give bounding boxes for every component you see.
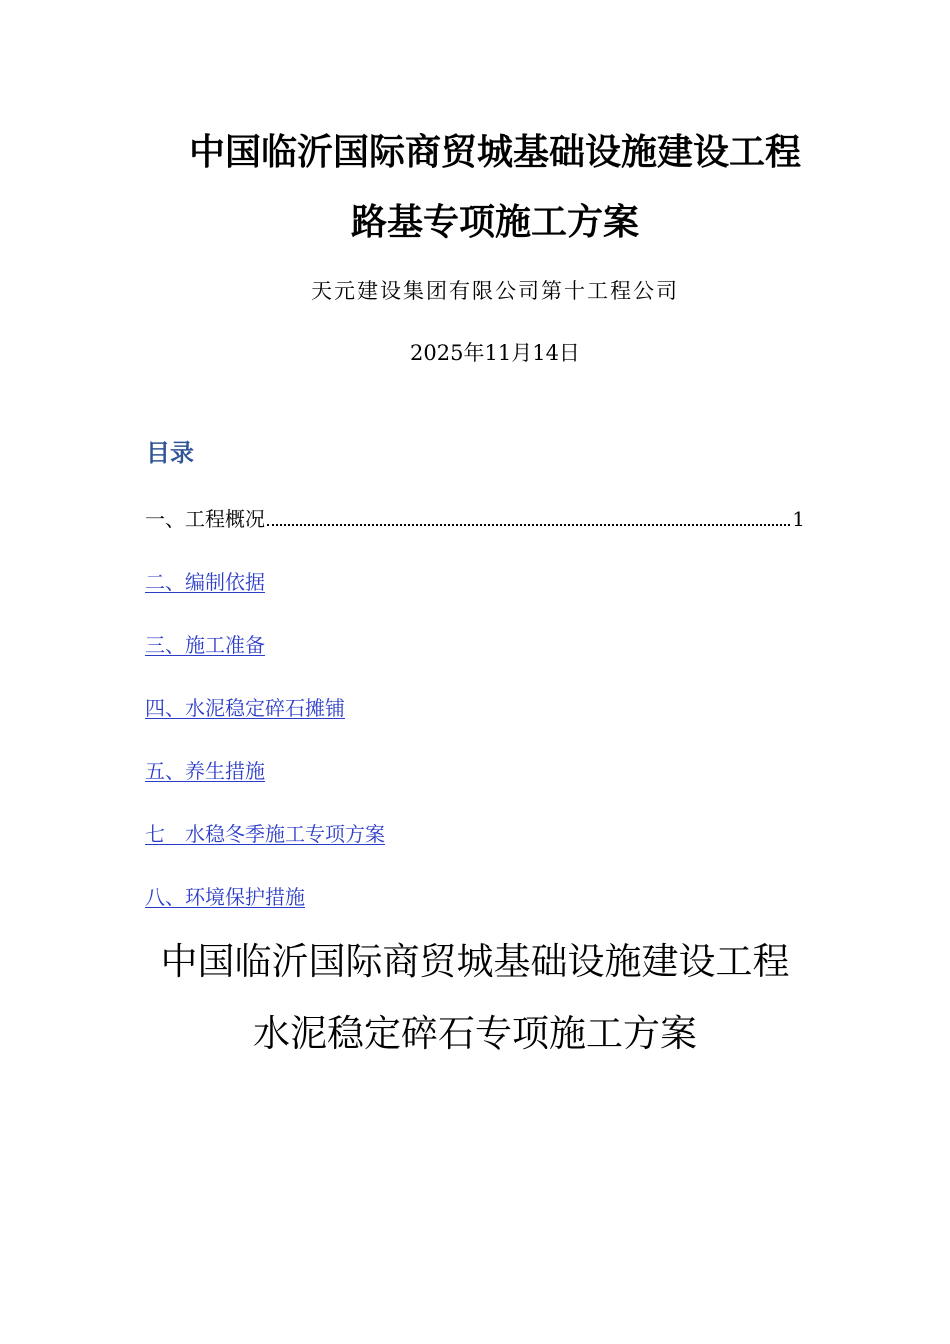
toc-link-5[interactable]: 五、养生措施 bbox=[145, 759, 265, 783]
toc-entry-1-page: 1 bbox=[792, 507, 805, 531]
toc-heading: 目录 bbox=[146, 438, 194, 467]
toc-entry-2[interactable] bbox=[145, 567, 805, 597]
toc-entry-3[interactable] bbox=[145, 630, 805, 660]
toc-entry-4[interactable] bbox=[145, 693, 805, 723]
toc-link-2[interactable]: 二、编制依据 bbox=[145, 570, 265, 594]
toc-entry-1-label: 一、工程概况 bbox=[145, 507, 265, 531]
toc-dot-leader bbox=[267, 523, 790, 526]
section-title-line2: 水泥稳定碎石专项施工方案 bbox=[253, 1012, 697, 1055]
toc-entry-8[interactable] bbox=[145, 882, 805, 912]
toc-entry-7[interactable] bbox=[145, 819, 805, 849]
toc-entry-5[interactable] bbox=[145, 756, 805, 786]
cover-title-line2: 路基专项施工方案 bbox=[350, 201, 639, 243]
document-date: 2025年11月14日 bbox=[410, 341, 580, 365]
section-title-line1: 中国临沂国际商贸城基础设施建设工程 bbox=[160, 940, 790, 983]
toc-link-7[interactable]: 七 水稳冬季施工专项方案 bbox=[145, 822, 385, 846]
toc-link-8[interactable]: 八、环境保护措施 bbox=[145, 885, 305, 909]
toc-entry-1[interactable] bbox=[145, 504, 805, 534]
company-name: 天元建设集团有限公司第十工程公司 bbox=[311, 279, 679, 303]
toc-link-3[interactable]: 三、施工准备 bbox=[145, 633, 265, 657]
cover-title-line1: 中国临沂国际商贸城基础设施建设工程 bbox=[188, 131, 801, 173]
toc-link-4[interactable]: 四、水泥稳定碎石摊铺 bbox=[145, 696, 345, 720]
